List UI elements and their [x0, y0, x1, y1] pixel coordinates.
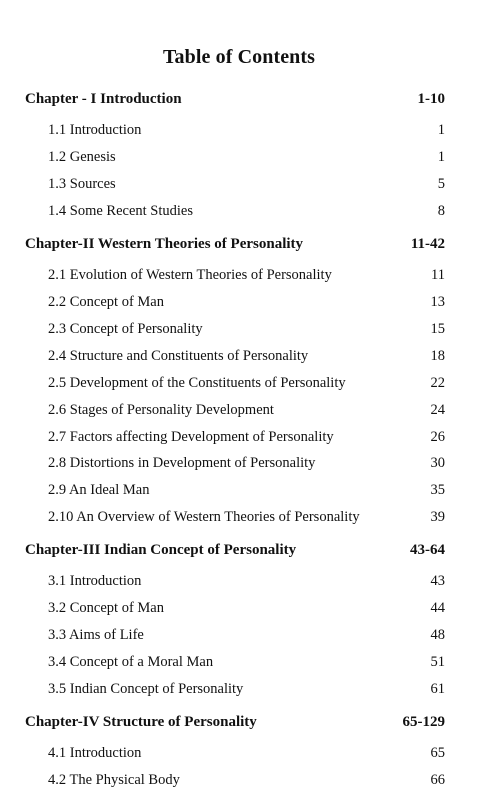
section-page-number: 13	[430, 294, 445, 310]
chapter-title: Chapter-II Western Theories of Personality	[25, 236, 304, 252]
section-title: 2.5 Development of the Constituents of Personality	[48, 375, 346, 391]
toc-section-1-2[interactable]	[0, 146, 478, 168]
toc-section-2-4[interactable]	[0, 345, 478, 367]
section-page-number: 1	[437, 149, 445, 165]
section-page-number: 1	[437, 122, 445, 138]
toc-section-4-1[interactable]	[0, 742, 478, 764]
chapter-title: Chapter - I Introduction	[25, 91, 182, 107]
section-title: 1.3 Sources	[48, 176, 116, 192]
toc-section-3-2[interactable]	[0, 597, 478, 619]
toc-section-3-1[interactable]	[0, 570, 478, 592]
section-page-number: 24	[430, 402, 445, 418]
section-title: 3.2 Concept of Man	[48, 600, 164, 616]
section-title: 4.2 The Physical Body	[48, 772, 180, 788]
toc-section-2-7[interactable]	[0, 426, 478, 448]
chapter-title: Chapter-IV Structure of Personality	[25, 714, 257, 730]
toc-section-2-3[interactable]	[0, 318, 478, 340]
section-title: 3.5 Indian Concept of Personality	[48, 681, 244, 697]
toc-chapter-3[interactable]	[0, 539, 478, 561]
section-page-number: 48	[430, 627, 445, 643]
section-title: 2.2 Concept of Man	[48, 294, 164, 310]
chapter-page-range: 11-42	[410, 236, 445, 252]
toc-section-1-4[interactable]	[0, 200, 478, 222]
section-title: 2.3 Concept of Personality	[48, 321, 203, 337]
section-title: 2.9 An Ideal Man	[48, 482, 150, 498]
toc-section-2-5[interactable]	[0, 372, 478, 394]
section-page-number: 5	[437, 176, 445, 192]
section-title: 2.4 Structure and Constituents of Personality	[48, 348, 309, 364]
section-page-number: 11	[431, 267, 445, 283]
section-title: 2.6 Stages of Personality Development	[48, 402, 274, 418]
section-page-number: 44	[430, 600, 445, 616]
toc-section-2-9[interactable]	[0, 479, 478, 501]
section-page-number: 61	[430, 681, 445, 697]
section-title: 3.3 Aims of Life	[48, 627, 144, 643]
chapter-page-range: 65-129	[402, 714, 445, 730]
section-page-number: 26	[430, 429, 445, 445]
toc-section-2-8[interactable]	[0, 452, 478, 474]
toc-section-2-6[interactable]	[0, 399, 478, 421]
section-title: 1.4 Some Recent Studies	[48, 203, 193, 219]
toc-section-3-3[interactable]	[0, 624, 478, 646]
toc-section-2-10[interactable]	[0, 506, 478, 528]
section-page-number: 43	[430, 573, 445, 589]
toc-section-3-4[interactable]	[0, 651, 478, 673]
section-title: 3.4 Concept of a Moral Man	[48, 654, 214, 670]
section-title: 3.1 Introduction	[48, 573, 142, 589]
toc-section-4-2[interactable]	[0, 769, 478, 791]
section-title: 2.8 Distortions in Development of Personality	[48, 455, 316, 471]
section-title: 1.2 Genesis	[48, 149, 116, 165]
page-title: Table of Contents	[162, 46, 316, 68]
toc-chapter-4[interactable]	[0, 711, 478, 733]
chapter-page-range: 1-10	[417, 91, 445, 107]
section-page-number: 35	[430, 482, 445, 498]
section-page-number: 65	[430, 745, 445, 761]
section-page-number: 39	[430, 509, 445, 525]
section-title: 2.1 Evolution of Western Theories of Personality	[48, 267, 332, 283]
section-page-number: 18	[430, 348, 445, 364]
toc-chapter-1[interactable]	[0, 88, 478, 110]
section-title: 2.10 An Overview of Western Theories of Personality	[48, 509, 360, 525]
section-page-number: 15	[430, 321, 445, 337]
section-page-number: 30	[430, 455, 445, 471]
toc-section-2-1[interactable]	[0, 264, 478, 286]
toc-section-3-5[interactable]	[0, 678, 478, 700]
chapter-title: Chapter-III Indian Concept of Personality	[25, 542, 297, 558]
chapter-page-range: 43-64	[410, 542, 445, 558]
toc-chapter-2[interactable]	[0, 233, 478, 255]
section-page-number: 66	[430, 772, 445, 788]
section-title: 1.1 Introduction	[48, 122, 142, 138]
section-page-number: 51	[430, 654, 445, 670]
section-page-number: 22	[430, 375, 445, 391]
toc-section-2-2[interactable]	[0, 291, 478, 313]
section-title: 2.7 Factors affecting Development of Personality	[48, 429, 334, 445]
toc-section-1-1[interactable]	[0, 119, 478, 141]
section-page-number: 8	[437, 203, 445, 219]
section-title: 4.1 Introduction	[48, 745, 142, 761]
toc-section-1-3[interactable]	[0, 173, 478, 195]
